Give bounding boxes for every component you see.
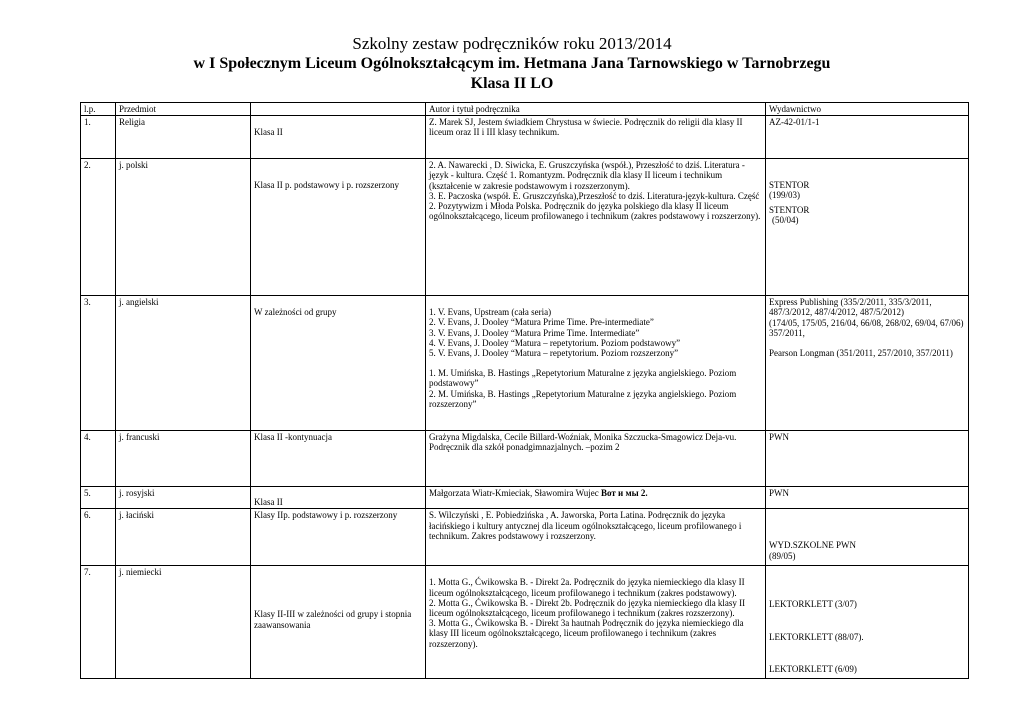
row-number: 3.	[81, 296, 116, 431]
level-cell	[251, 487, 426, 509]
author-entry: 1. M. Umińska, B. Hastings „Repetytorium Maturalne z języka angielskiego. Poziom podstawowy”	[429, 368, 737, 389]
level-cell	[251, 509, 426, 566]
header-publisher: Wydawnictwo	[766, 103, 969, 116]
publisher-entry: AZ-42-01/1-1	[769, 117, 820, 128]
publisher-cell	[766, 159, 969, 296]
table-row	[81, 566, 969, 679]
level-text: Klasa II	[254, 127, 283, 138]
author-entry: 3. E. Paczoska (współ. E. Gruszczyńska),Przeszłość to dziś. Literatura-język-kultura. Część 2. Pozytywizm i Młoda Polska. Podręcznik do języka polskiego dla klasy II liceum ogólnokształcącego, liceum profilowanego i technikum (zakres podstawowy i rozszerzony).	[429, 190, 761, 222]
author-entry	[429, 488, 762, 498]
publisher-entry: PWN	[769, 432, 789, 443]
textbook-table	[80, 102, 969, 679]
row-number: 1.	[81, 116, 116, 159]
author-entry: Grażyna Migdalska, Cecile Billard-Woźniak, Monika Szczucka-Smagowicz Deja-vu. Podręcznik dla szkół ponadgimnazjalnych. –pozim 2	[429, 432, 737, 453]
author-entry: Z. Marek SJ, Jestem świadkiem Chrystusa w świecie. Podręcznik do religii dla klasy II liceum oraz II i III klasy technikum.	[429, 117, 743, 138]
level-text: Klasy II-III w zależności od grupy i stopnia zaawansowania	[254, 609, 412, 630]
level-cell	[251, 431, 426, 487]
publisher-cell	[766, 296, 969, 431]
subject-cell: j. polski	[116, 159, 251, 296]
publisher-entry: PWN	[769, 488, 789, 499]
table-row	[81, 296, 969, 431]
publisher-entry: (89/05)	[769, 550, 796, 561]
author-cell	[426, 487, 766, 509]
header-lp: l.p.	[81, 103, 116, 116]
row-number: 5.	[81, 487, 116, 509]
level-cell	[251, 159, 426, 296]
author-entry: 1. V. Evans, Upstream (cała seria)	[429, 307, 552, 318]
author-cell	[426, 509, 766, 566]
publisher-entry: LEKTORKLETT (88/07).	[769, 631, 864, 642]
subject-cell: j. rosyjski	[116, 487, 251, 509]
author-cell	[426, 296, 766, 431]
table-row	[81, 431, 969, 487]
author-entry: 2. Motta G., Ćwikowska B. - Direkt 2b. Podręcznik do języka niemieckiego dla klasy II liceum ogólnokształcącego, liceum profilowanego i technikum (zakres rozszerzony).	[429, 597, 746, 619]
document-header	[0, 34, 1024, 94]
publisher-cell	[766, 566, 969, 679]
table-row	[81, 487, 969, 509]
book-title: Вот и мы 2.	[600, 488, 648, 499]
publisher-entry: (199/03)	[769, 190, 800, 201]
publisher-entry: STENTOR	[769, 204, 810, 215]
publisher-entry: LEKTORKLETT (3/07)	[769, 599, 857, 610]
level-text: Klasa II p. podstawowy i p. rozszerzony	[254, 180, 399, 191]
document-title: Szkolny zestaw podręczników roku 2013/2014	[352, 34, 672, 53]
level-text: Klasy IIp. podstawowy i p. rozszerzony	[254, 510, 398, 521]
table-header-row	[81, 103, 969, 116]
level-text: W zależności od grupy	[254, 307, 337, 318]
subject-cell: j. francuski	[116, 431, 251, 487]
publisher-entry: (50/04)	[772, 214, 799, 225]
author-cell	[426, 116, 766, 159]
author-cell	[426, 159, 766, 296]
publisher-cell	[766, 487, 969, 509]
level-text: Klasa II	[254, 497, 283, 508]
subject-cell: j. łaciński	[116, 509, 251, 566]
author-entry: 4. V. Evans, J. Dooley “Matura – repetytorium. Poziom podstawowy”	[429, 337, 681, 348]
level-text: Klasa II -kontynuacja	[254, 432, 332, 443]
author-entry: 2. A. Nawarecki , D. Siwicka, E. Gruszczyńska (współ.), Przeszłość to dziś. Literatura - język - kultura. Część 1. Romantyzm. Podręcznik dla klasy II liceum i technikum (kształcenie w zakresie podstawowym i rozszerzonym).	[429, 160, 745, 191]
author-entry: S. Wilczyński , E. Pobiedzińska , A. Jaworska, Porta Latina. Podręcznik do języka łacińskiego i kultury antycznej dla liceum ogólnokształcącego, liceum profilowanego i technikum. Zakres podstawowy i rozszerzony.	[429, 510, 742, 541]
header-level	[251, 103, 426, 116]
author-entry: 1. Motta G., Ćwikowska B. - Direkt 2a. Podręcznik do języka niemieckiego dla klasy II liceum ogólnokształcącego, liceum profilowanego i technikum (zakres podstawowy).	[429, 577, 745, 598]
subject-cell: j. angielski	[116, 296, 251, 431]
author-entry: 2. M. Umińska, B. Hastings „Repetytorium Maturalne z języka angielskiego. Poziom rozszerzony”	[429, 388, 737, 409]
header-author: Autor i tytuł podręcznika	[426, 103, 766, 116]
publisher-cell	[766, 116, 969, 159]
school-name: w I Społecznym Liceum Ogólnokształcącym im. Hetmana Jana Tarnowskiego w Tarnobrzegu	[193, 55, 831, 72]
author-cell	[426, 566, 766, 679]
table-row	[81, 116, 969, 159]
table-row	[81, 159, 969, 296]
header-subject: Przedmiot	[116, 103, 251, 116]
author-entry: 3. V. Evans, J. Dooley “Matura Prime Time. Intermediate”	[429, 327, 640, 338]
row-number: 6.	[81, 509, 116, 566]
author-entry: 3. Motta G., Ćwikowska B. - Direkt 3a hautnah Podręcznik do języka niemieckiego dla klasy III liceum ogólnokształcącego, liceum profilowanego i technikum (zakres rozszerzony).	[429, 618, 744, 649]
publisher-entry: Express Publishing (335/2/2011, 335/3/2011, 487/3/2012, 487/4/2012, 487/5/2012)	[769, 297, 932, 318]
row-number: 7.	[81, 566, 116, 679]
level-cell	[251, 116, 426, 159]
table-row	[81, 509, 969, 566]
author-names: Małgorzata Wiatr-Kmieciak, Sławomira Wujec	[429, 488, 601, 499]
level-cell	[251, 566, 426, 679]
publisher-entry: STENTOR	[769, 180, 810, 191]
row-number: 2.	[81, 159, 116, 296]
level-cell	[251, 296, 426, 431]
author-entry: 2. V. Evans, J. Dooley “Matura Prime Time. Pre-intermediate”	[429, 317, 654, 328]
row-number: 4.	[81, 431, 116, 487]
publisher-entry: WYD.SZKOLNE PWN	[769, 540, 856, 551]
publisher-entry: 357/2011,	[769, 327, 805, 338]
publisher-cell	[766, 509, 969, 566]
author-entry: 5. V. Evans, J. Dooley “Matura – repetytorium. Poziom rozszerzony”	[429, 348, 679, 359]
publisher-entry: Pearson Longman (351/2011, 257/2010, 357/2011)	[769, 348, 953, 359]
subject-cell: Religia	[116, 116, 251, 159]
author-cell	[426, 431, 766, 487]
subject-cell: j. niemiecki	[116, 566, 251, 679]
publisher-cell	[766, 431, 969, 487]
class-name: Klasa II LO	[470, 75, 554, 92]
publisher-entry: LEKTORKLETT (6/09)	[769, 663, 857, 674]
publisher-entry: (174/05, 175/05, 216/04, 66/08, 268/02, 69/04, 67/06)	[769, 317, 964, 328]
